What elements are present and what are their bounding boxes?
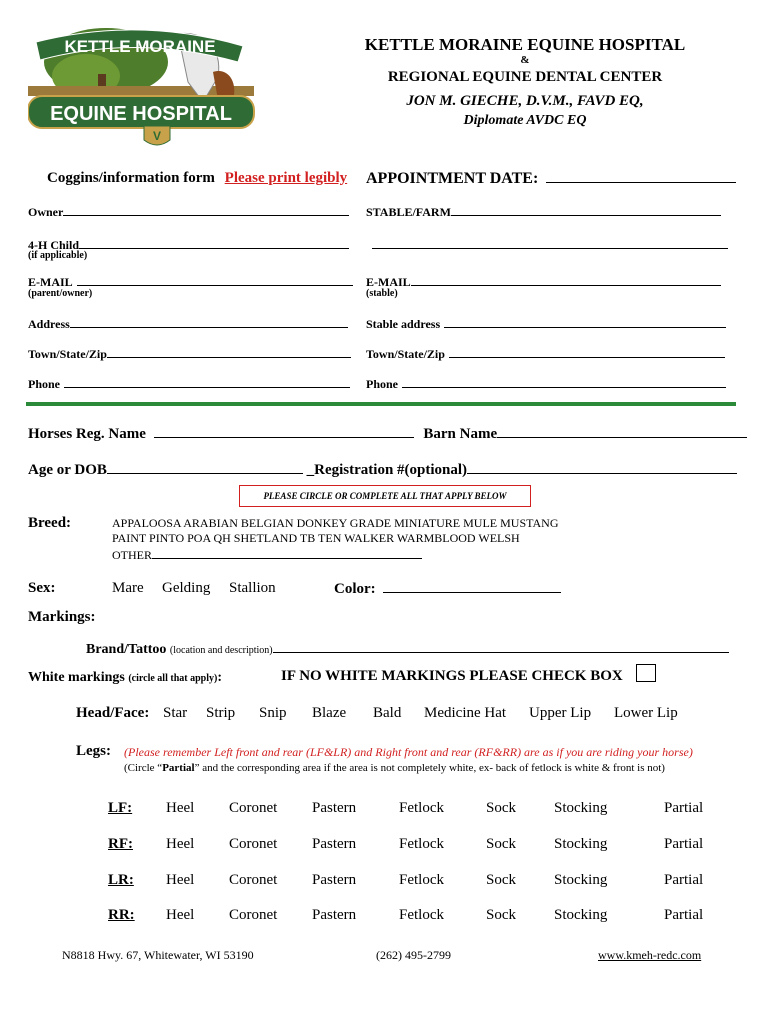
head-option-bald[interactable]: Bald <box>373 705 402 721</box>
breed-other-row <box>112 546 422 563</box>
leg-rr-stocking[interactable]: Stocking <box>554 907 608 923</box>
stable-address-field[interactable] <box>444 315 726 328</box>
legs-note-2-partial: Partial <box>162 762 195 774</box>
breed-line-1: APPALOOSA ARABIAN BELGIAN DONKEY GRADE MINIATURE MULE MUSTANG <box>112 516 559 530</box>
leg-rr-pastern[interactable]: Pastern <box>312 907 357 923</box>
stable-farm-field[interactable] <box>451 203 721 216</box>
stable-farm-row <box>366 203 721 220</box>
phone-left-label: Phone <box>28 377 61 391</box>
leg-lr-heel[interactable]: Heel <box>166 872 195 888</box>
leg-lr-pastern[interactable]: Pastern <box>312 872 357 888</box>
barn-name-field[interactable] <box>497 425 747 438</box>
markings-label: Markings: <box>28 609 96 625</box>
leg-rf-partial[interactable]: Partial <box>664 836 704 852</box>
head-option-medicine-hat[interactable]: Medicine Hat <box>424 705 507 721</box>
doctor-name: JON M. GIECHE, D.V.M., FAVD EQ, <box>406 93 644 109</box>
owner-row <box>28 203 349 220</box>
color-label: Color: <box>334 581 376 597</box>
sex-option-stallion[interactable]: Stallion <box>229 580 276 596</box>
circle-note: PLEASE CIRCLE OR COMPLETE ALL THAT APPLY BELOW <box>263 491 507 501</box>
appointment-label: APPOINTMENT DATE: <box>366 170 539 187</box>
leg-rf-coronet[interactable]: Coronet <box>229 836 278 852</box>
sex-option-gelding[interactable]: Gelding <box>162 580 211 596</box>
town-right-label: Town/State/Zip <box>366 347 445 361</box>
coggins-title <box>47 170 347 187</box>
logo-badge-text: V <box>152 129 162 143</box>
leg-code-lr: LR: <box>108 872 134 888</box>
registration-label: _Registration #(optional) <box>306 462 468 478</box>
head-option-upper-lip[interactable]: Upper Lip <box>529 705 592 721</box>
brand-note: (location and description) <box>169 645 273 656</box>
reg-name-field[interactable] <box>154 425 414 438</box>
address-field[interactable] <box>70 315 348 328</box>
horse-name-row <box>28 425 747 443</box>
legs-label: Legs: <box>76 743 111 759</box>
address-row <box>28 315 348 332</box>
logo-top-text: KETTLE MORAINE <box>64 37 216 56</box>
reg-name-label: Horses Reg. Name <box>28 426 146 442</box>
hospital-logo <box>28 22 268 150</box>
dental-center-title: REGIONAL EQUINE DENTAL CENTER <box>387 69 663 85</box>
age-row <box>28 461 737 479</box>
child-label: 4-H Child <box>28 238 80 252</box>
diplomate-text: Diplomate AVDC EQ <box>463 113 587 128</box>
leg-lf-stocking[interactable]: Stocking <box>554 800 608 816</box>
white-markings-colon: : <box>217 670 222 685</box>
coggins-label: Coggins/information form <box>47 170 215 186</box>
town-left-label: Town/State/Zip <box>28 347 107 361</box>
no-white-checkbox[interactable] <box>636 664 656 682</box>
leg-rr-fetlock[interactable]: Fetlock <box>399 907 444 923</box>
leg-lf-sock[interactable]: Sock <box>486 800 516 816</box>
head-face-label: Head/Face: <box>76 705 150 721</box>
leg-rr-heel[interactable]: Heel <box>166 907 195 923</box>
white-markings-row <box>28 670 222 686</box>
breed-other-field[interactable] <box>152 546 422 559</box>
phone-right-field[interactable] <box>402 375 726 388</box>
age-dob-field[interactable] <box>107 461 303 474</box>
leg-lf-pastern[interactable]: Pastern <box>312 800 357 816</box>
breed-label: Breed: <box>28 515 72 531</box>
barn-name-label: Barn Name <box>423 426 498 442</box>
leg-lf-coronet[interactable]: Coronet <box>229 800 278 816</box>
appointment-date <box>366 170 736 188</box>
owner-label: Owner <box>28 205 64 219</box>
leg-rf-fetlock[interactable]: Fetlock <box>399 836 444 852</box>
brand-field[interactable] <box>273 640 729 653</box>
circle-note-box <box>239 485 531 507</box>
white-markings-label: White markings <box>28 670 125 685</box>
leg-lf-heel[interactable]: Heel <box>166 800 195 816</box>
legs-note-2-start: (Circle “ <box>124 762 163 774</box>
email-right-label: E-MAIL <box>366 275 411 289</box>
phone-right-row <box>366 375 726 392</box>
leg-code-rr: RR: <box>108 907 135 923</box>
phone-left-row <box>28 375 350 392</box>
phone-right-label: Phone <box>366 377 399 391</box>
color-field[interactable] <box>383 580 561 593</box>
owner-field[interactable] <box>63 203 349 216</box>
town-left-field[interactable] <box>107 345 351 358</box>
head-option-snip[interactable]: Snip <box>259 705 287 721</box>
head-option-lower-lip[interactable]: Lower Lip <box>614 705 678 721</box>
breed-other-label: OTHER <box>112 548 152 562</box>
no-white-note: IF NO WHITE MARKINGS PLEASE CHECK BOX <box>281 668 623 684</box>
logo-bottom-text: EQUINE HOSPITAL <box>50 103 232 125</box>
leg-lr-stocking[interactable]: Stocking <box>554 872 608 888</box>
stable-extra-field[interactable] <box>372 236 728 249</box>
leg-rf-pastern[interactable]: Pastern <box>312 836 357 852</box>
sex-label: Sex: <box>28 580 56 596</box>
head-option-strip[interactable]: Strip <box>206 705 236 721</box>
head-option-star[interactable]: Star <box>163 705 188 721</box>
town-right-field[interactable] <box>449 345 725 358</box>
legs-note-1: (Please remember Left front and rear (LF&LR) and Right front and rear (RF&RR) are as if you are riding your horse) <box>124 745 693 759</box>
legs-note-2 <box>124 762 665 774</box>
footer-website-link[interactable]: www.kmeh-redc.com <box>598 948 702 962</box>
address-label: Address <box>28 317 70 331</box>
appointment-date-field[interactable] <box>546 170 736 183</box>
leg-rf-stocking[interactable]: Stocking <box>554 836 608 852</box>
hospital-title: KETTLE MORAINE EQUINE HOSPITAL <box>364 35 686 54</box>
color-row <box>334 580 561 598</box>
parent-owner-note: (parent/owner) <box>28 288 93 299</box>
leg-lf-fetlock[interactable]: Fetlock <box>399 800 444 816</box>
leg-lr-sock[interactable]: Sock <box>486 872 516 888</box>
print-legibly-note: Please print legibly <box>224 170 348 186</box>
stable-address-label: Stable address <box>366 317 441 331</box>
leg-rf-heel[interactable]: Heel <box>166 836 195 852</box>
stable-note: (stable) <box>366 288 398 299</box>
section-divider <box>26 402 736 406</box>
leg-code-lf: LF: <box>108 800 133 816</box>
town-right-row <box>366 345 725 362</box>
if-applicable-note: (if applicable) <box>28 250 88 261</box>
leg-rr-partial[interactable]: Partial <box>664 907 704 923</box>
footer-phone: (262) 495-2799 <box>376 948 451 962</box>
leg-rr-sock[interactable]: Sock <box>486 907 516 923</box>
head-option-blaze[interactable]: Blaze <box>312 705 347 721</box>
child-field[interactable] <box>79 236 349 249</box>
email-stable-field[interactable] <box>411 273 721 286</box>
legs-note-2-end: ” and the corresponding area if the area is not completely white, ex- back of fetlock is white & front is not) <box>194 762 665 774</box>
email-right-row <box>366 273 721 290</box>
footer-address: N8818 Hwy. 67, Whitewater, WI 53190 <box>62 948 254 962</box>
stable-farm-label: STABLE/FARM <box>366 205 451 219</box>
stable-extra-row <box>372 236 728 253</box>
registration-field[interactable] <box>467 461 737 474</box>
breed-line-2: PAINT PINTO POA QH SHETLAND TB TEN WALKER WARMBLOOD WELSH <box>112 531 520 545</box>
leg-lr-partial[interactable]: Partial <box>664 872 704 888</box>
stable-address-row <box>366 315 726 332</box>
leg-rr-coronet[interactable]: Coronet <box>229 907 278 923</box>
email-left-label: E-MAIL <box>28 275 73 289</box>
leg-lf-partial[interactable]: Partial <box>664 800 704 816</box>
leg-lr-fetlock[interactable]: Fetlock <box>399 872 444 888</box>
leg-lr-coronet[interactable]: Coronet <box>229 872 278 888</box>
sex-option-mare[interactable]: Mare <box>112 580 144 596</box>
brand-row <box>86 640 729 658</box>
brand-label: Brand/Tattoo <box>86 642 167 657</box>
age-dob-label: Age or DOB <box>28 462 107 478</box>
leg-code-rf: RF: <box>108 836 133 852</box>
leg-rf-sock[interactable]: Sock <box>486 836 516 852</box>
ampersand: & <box>520 54 530 66</box>
white-markings-note: (circle all that apply) <box>128 673 218 684</box>
email-parent-field[interactable] <box>77 273 353 286</box>
town-left-row <box>28 345 351 362</box>
phone-left-field[interactable] <box>64 375 350 388</box>
